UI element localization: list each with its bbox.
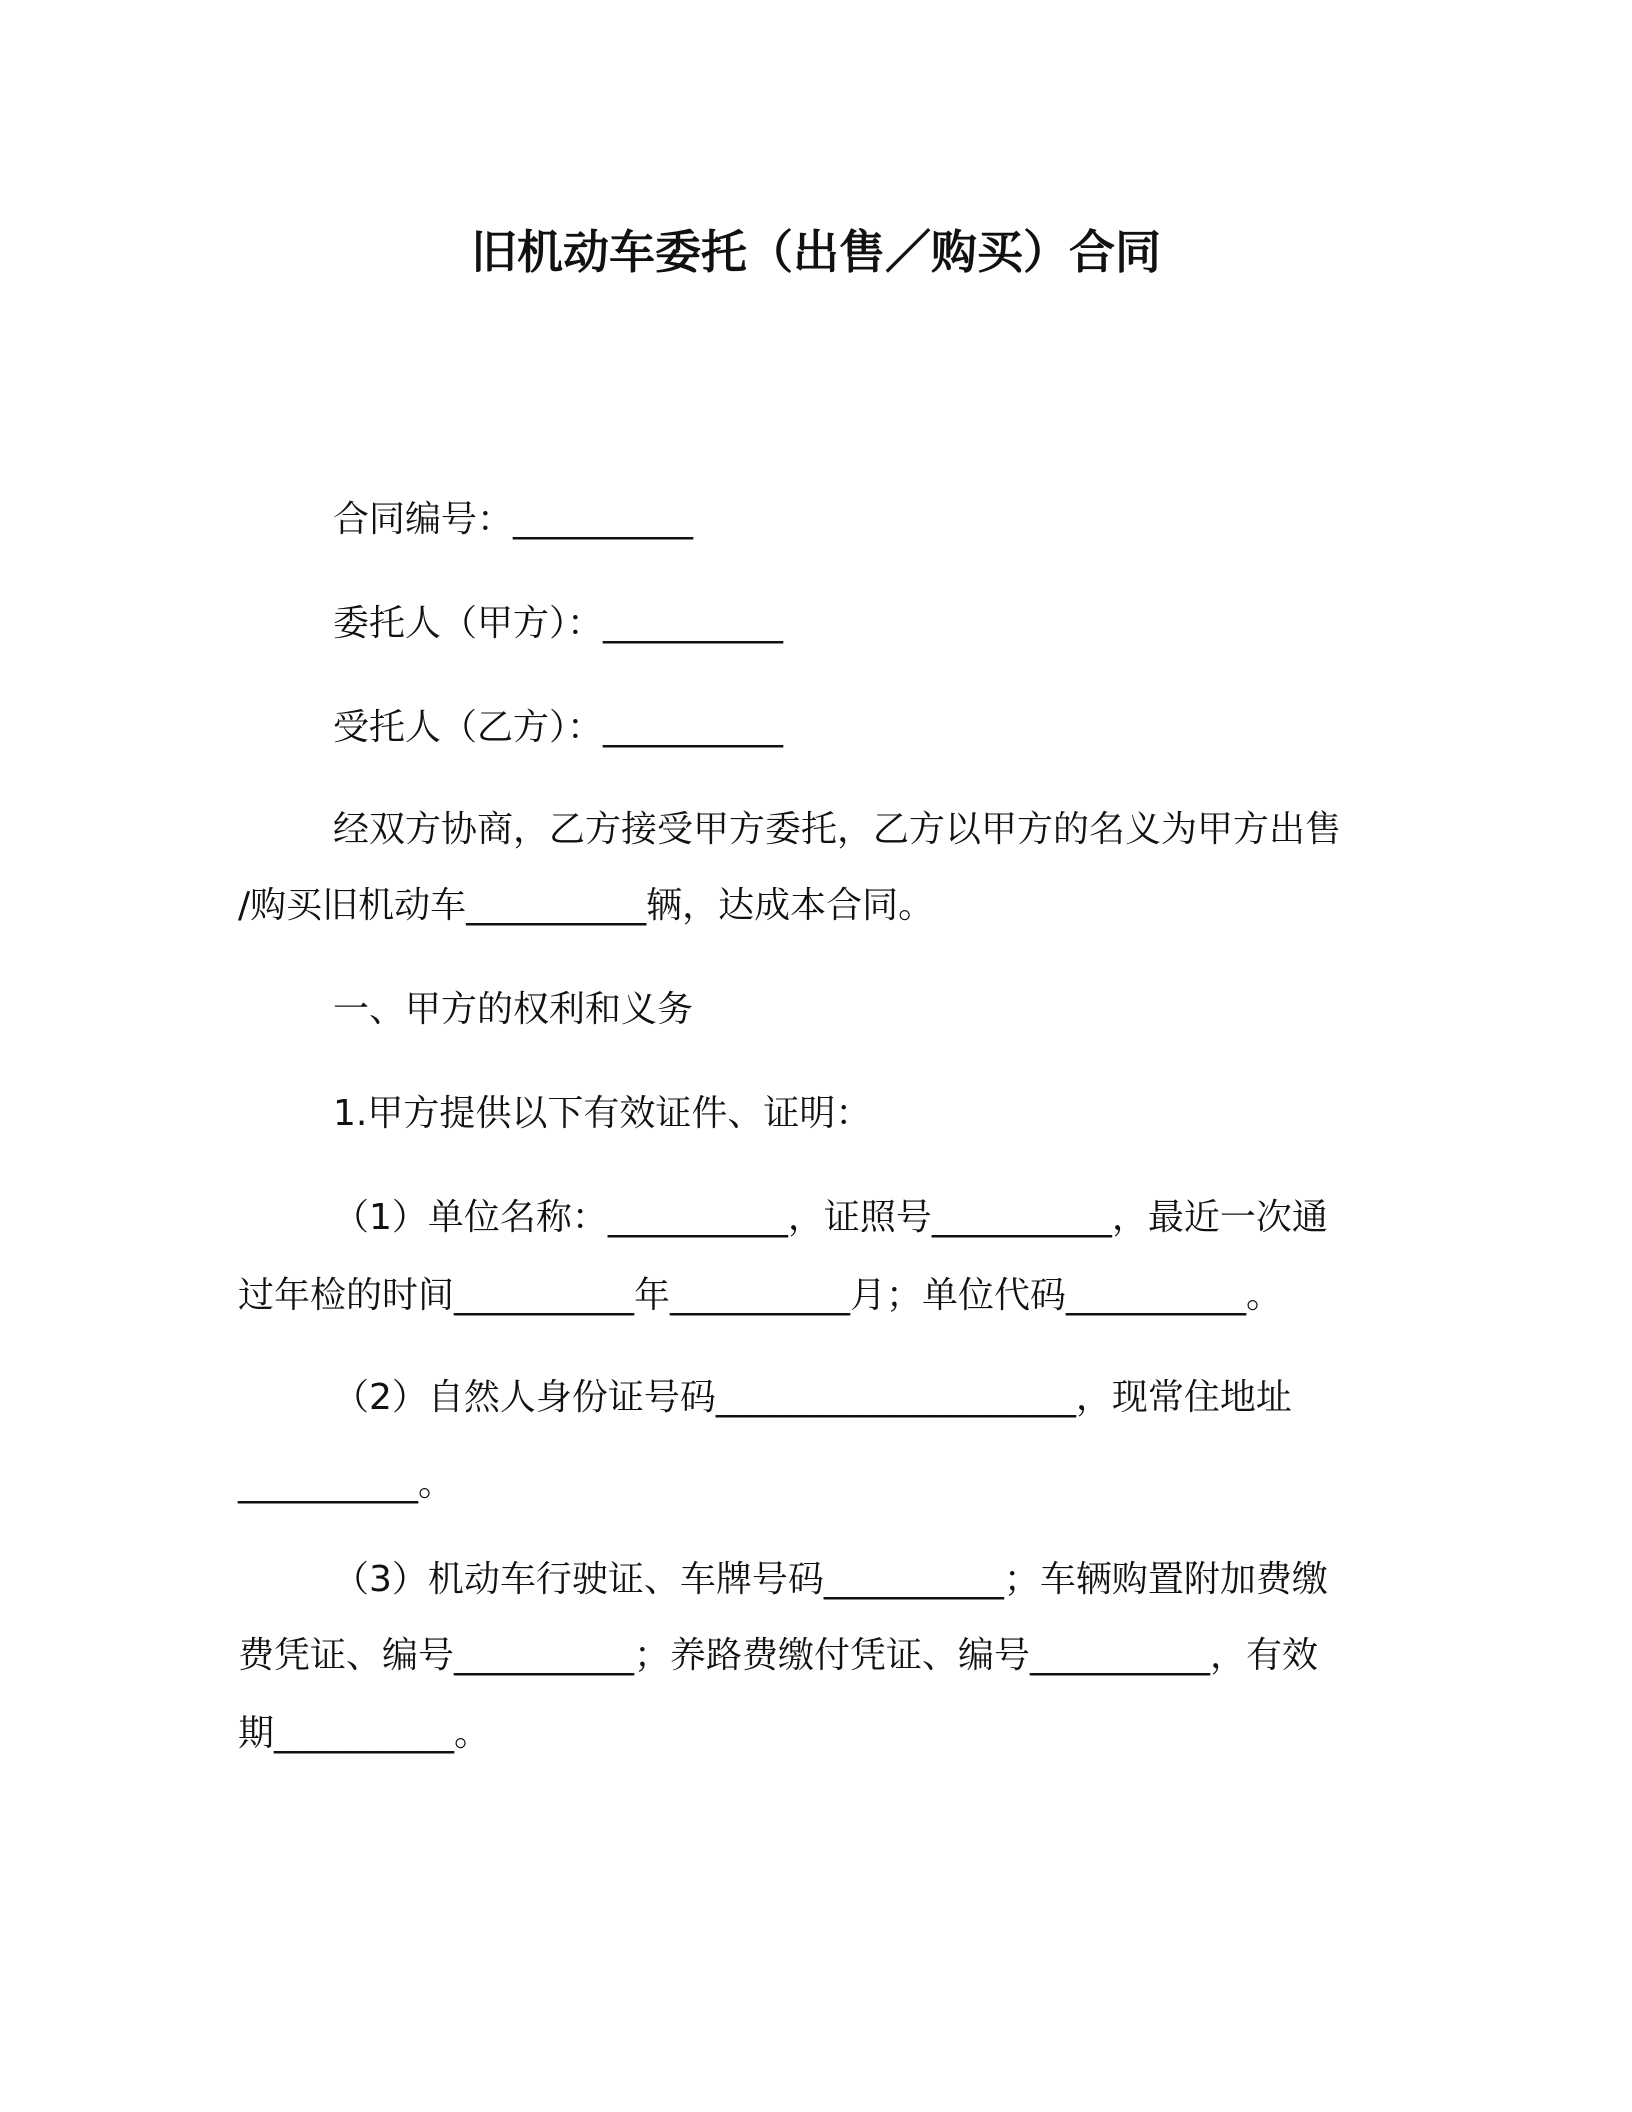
party-a-line: 委托人（甲方）：__________ <box>333 603 784 644</box>
sub-item-1-line-1: （1）单位名称：__________，证照号__________，最近一次通 <box>333 1197 1328 1238</box>
party-b-line: 受托人（乙方）：__________ <box>333 707 784 748</box>
sub-item-3-line-1: （3）机动车行驶证、车牌号码__________；车辆购置附加费缴 <box>333 1559 1328 1600</box>
document-title: 旧机动车委托（出售／购买）合同 <box>471 225 1161 279</box>
sub-item-3-line-3: 期__________。 <box>238 1713 491 1754</box>
item-1-heading: 1.甲方提供以下有效证件、证明： <box>333 1093 872 1134</box>
intro-line-2: /购买旧机动车__________辆，达成本合同。 <box>238 885 935 926</box>
sub-item-1-line-2: 过年检的时间__________年__________月；单位代码__________。 <box>238 1275 1283 1316</box>
section-heading-party-a-rights: 一、甲方的权利和义务 <box>333 989 694 1030</box>
sub-item-2-line-1: （2）自然人身份证号码____________________，现常住地址 <box>333 1377 1292 1418</box>
sub-item-2-line-2: __________。 <box>238 1463 455 1504</box>
intro-line-1: 经双方协商，乙方接受甲方委托，乙方以甲方的名义为甲方出售 <box>333 809 1342 850</box>
contract-number-line: 合同编号：__________ <box>333 499 694 540</box>
sub-item-3-line-2: 费凭证、编号__________；养路费缴付凭证、编号__________，有效 <box>238 1635 1319 1676</box>
